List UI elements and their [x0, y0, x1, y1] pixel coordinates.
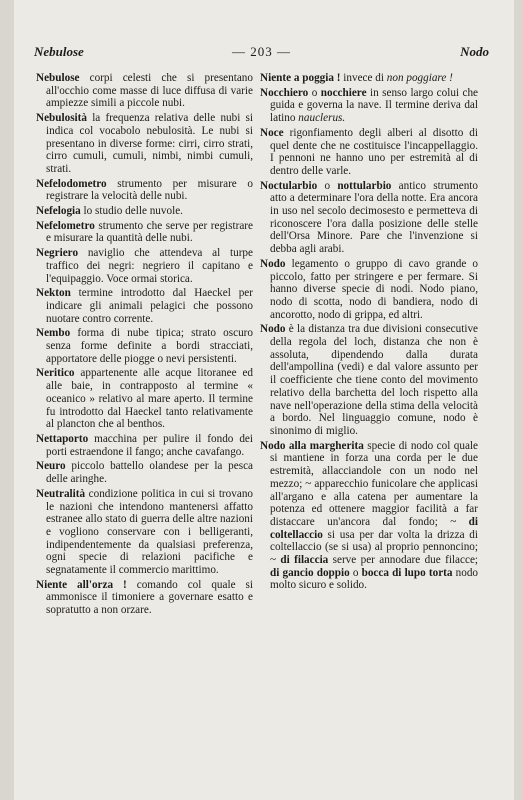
definition: comando col quale si ammonisce il timoniere a governare esatto e sopratutto a non orzare.: [46, 578, 253, 617]
definition-italic: non poggiare !: [386, 72, 453, 84]
definition: è la distanza tra due divisioni consecutive della regola del loch, distanza che non è assoluta, dipendendo dalla durata dell'ampollina (vedi) e dal valore assunto per il coefficiente che tiene conto del movimento relativo della barchetta del loch rispetto alla nave nell'operazione della stima della velocità a bordo. Nel linguaggio comune, nodo è sinonimo di miglio.: [270, 323, 479, 437]
headword: Nebulosità: [36, 112, 87, 125]
definition: nodo molto sicuro e solido.: [270, 566, 479, 592]
definition: corpi celesti che si presentano all'occhio come masse di luce diffusa di varie ampiezze simili a piccole nubi.: [46, 72, 253, 110]
definition: macchina per pulire il fondo dei porti estraendone il fango; anche cavafango.: [46, 432, 254, 458]
sub-headword: bocca di lupo torta: [361, 566, 453, 579]
definition: forma di nube tipica; strato oscuro senza forme definite a bordi stracciati, apportatore delle piogge o nevi persistenti.: [46, 327, 253, 365]
headword-variant: nocchiere: [320, 86, 367, 99]
definition: serve per annodare due filacce;: [332, 554, 479, 567]
left-column: [36, 72, 253, 619]
definition: la frequenza relativa delle nubi si indica col vocabolo nebulosità. Le nubi si presentano in diverse forme: cirri, cirro strati, cirro cumuli, cumuli, nimbi, nimbi cumuli, strati.: [46, 112, 253, 175]
definition: termine introdotto dal Haeckel per indicare gli animali pelagici che possono nuotare contro corrente.: [46, 287, 253, 325]
conjunction: o: [352, 566, 359, 579]
headword: Nodo: [260, 323, 286, 336]
header-right-word: Nodo: [460, 44, 489, 59]
definition: naviglio che attendeva al turpe traffico dei negri: negriero il capitano e l'equipaggio. Voce ormai storica.: [46, 247, 253, 285]
definition: legamento o gruppo di cavo grande o piccolo, fatto per stringere e per fermare. Si hanno diverse specie di nodi. Nodo piano, nodo di scotta, nodo di bandiera, nodo di ancorotto, nodo di grippa, ed altri.: [270, 257, 478, 321]
headword: Noce: [260, 126, 284, 139]
headword: Neritico: [36, 367, 75, 380]
dictionary-entry: [260, 72, 478, 85]
dictionary-entry: [36, 460, 253, 485]
headword: Nefelometro: [36, 219, 95, 232]
definition: si usa per dar volta la drizza di coltellaccio (se si usa) al proprio pennoncino; ~: [270, 528, 479, 567]
definition: lo studio delle nuvole.: [83, 205, 183, 218]
headword: Nekton: [36, 287, 71, 300]
sub-headword: di filaccia: [280, 554, 329, 567]
dictionary-entry: [36, 205, 253, 218]
definition: strumento che serve per registrare e misurare la quantità delle nubi.: [46, 219, 253, 245]
headword: Nodo: [260, 257, 286, 270]
definition-italic: nauclerus.: [298, 112, 346, 125]
headword: Neuro: [36, 460, 66, 473]
header-left-word: Nebulose: [34, 44, 84, 59]
definition: invece di: [343, 72, 384, 84]
headword-variant: nottularbio: [337, 179, 392, 192]
headword: Neutralità: [36, 487, 86, 500]
conjunction: o: [324, 179, 331, 192]
definition: antico strumento atto a determinare l'ora della notte. Era ancora in uso nel secolo decimosesto e permetteva di riconoscere l'ora dalla posizione delle stelle dell'Orsa Minore. Pare che l'invenzione si debba agli arabi.: [270, 179, 479, 256]
headword: Negriero: [36, 247, 79, 260]
running-header: [34, 44, 489, 62]
headword: Nodo alla margherita: [260, 439, 364, 452]
conjunction: o: [311, 86, 318, 99]
dictionary-entry: [260, 440, 478, 592]
definition: strumento per misurare o registrare la velocità delle nubi.: [46, 177, 254, 203]
dictionary-entry: [36, 112, 253, 176]
book-page: [14, 0, 514, 800]
dictionary-entry: [36, 579, 253, 617]
dictionary-entry: [36, 433, 253, 458]
dictionary-entry: [36, 247, 253, 285]
definition: condizione politica in cui si trovano le nazioni che intendono mantenersi affatto estranee allo stato di guerra delle altre nazioni e vogliono conservare con i belligeranti, indipendentemente da qualsiasi preferenza, ogni specie di relazioni pacifiche e segnatamente il commercio marittimo.: [46, 487, 254, 577]
headword: Nocchiero: [260, 86, 309, 99]
sub-headword: di coltellaccio: [270, 515, 478, 541]
headword: Niente all'orza !: [36, 578, 127, 591]
sub-headword: di gancio doppio: [270, 566, 350, 579]
page-number: — 203 —: [232, 44, 291, 59]
definition: specie di nodo col quale si mantiene in forza una corda per le due estremità, allacciandole con un nodo nel mezzo; ~ apparecchio funicolare che applicasi all'argano e alla catena per aumentare la potenza ed ottenere maggior facilità a far distaccare un'ancora dal fondo; ~: [270, 439, 478, 528]
right-column: [260, 72, 478, 594]
dictionary-entry: [36, 178, 253, 203]
headword: Nefelogia: [36, 205, 81, 218]
dictionary-entry: [36, 367, 253, 431]
definition: piccolo battello olandese per la pesca delle aringhe.: [46, 460, 254, 486]
dictionary-entry: [260, 180, 478, 256]
dictionary-entry: [36, 327, 253, 365]
headword: Nefelodometro: [36, 177, 107, 190]
dictionary-entry: [36, 488, 253, 577]
headword: Noctularbio: [260, 179, 318, 192]
dictionary-entry: [36, 220, 253, 245]
dictionary-entry: [260, 323, 478, 437]
definition: appartenente alle acque litoranee ed alle baie, in contrapposto al termine « oceanico » relativo al mare aperto. Il termine fu introdotto dal Haeckel tanto relativamente al plancton che al benthos.: [46, 367, 254, 431]
headword: Nettaporto: [36, 432, 89, 445]
definition: in senso largo colui che guida e governa la nave. Il termine deriva dal latino: [270, 86, 479, 125]
headword: Nembo: [36, 327, 71, 340]
headword: Nebulose: [36, 72, 80, 84]
dictionary-entry: [260, 87, 478, 125]
dictionary-entry: [260, 127, 478, 178]
dictionary-entry: [36, 72, 253, 110]
definition: rigonfiamento degli alberi al disotto di quel dente che ne costituisce l'incappellaggio. I pennoni ne hanno uno per estremità al di dentro delle varle.: [270, 126, 479, 177]
dictionary-entry: [36, 287, 253, 325]
dictionary-entry: [260, 258, 478, 322]
headword: Niente a poggia !: [260, 72, 341, 84]
